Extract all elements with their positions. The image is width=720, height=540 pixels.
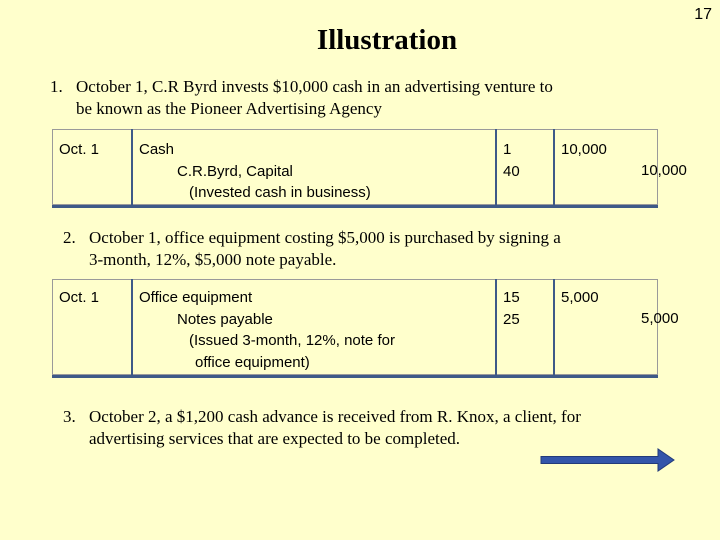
page-title: Illustration <box>316 24 458 56</box>
journal-entry-1 <box>52 129 687 205</box>
item-line: 3-month, 12%, $5,000 note payable. <box>89 250 337 269</box>
right-arrow-icon[interactable] <box>540 448 676 472</box>
item-line: October 2, a $1,200 cash advance is received from R. Knox, a client, for <box>89 407 581 426</box>
credit-account: Notes payable <box>177 310 273 328</box>
account-column <box>132 129 496 205</box>
entry-rule <box>52 375 658 378</box>
credit-account: C.R.Byrd, Capital <box>177 162 293 180</box>
debit-account: Cash <box>139 141 175 158</box>
explanation: (Issued 3-month, 12%, note for <box>189 332 395 349</box>
ref-column <box>496 129 554 205</box>
item-line: October 1, office equipment costing $5,000 is purchased by signing a <box>89 228 561 247</box>
journal-entry-2 <box>52 279 679 375</box>
item-number: 1. <box>50 77 63 96</box>
credit-amount: 5,000 <box>641 310 679 327</box>
amount-column <box>554 279 679 375</box>
column-rule <box>131 279 133 375</box>
column-rule <box>553 279 555 375</box>
entry-rule <box>52 205 658 208</box>
ref-credit: 40 <box>503 162 520 180</box>
item-1 <box>50 76 610 122</box>
account-column <box>132 279 496 375</box>
ref-debit: 15 <box>503 289 520 306</box>
credit-amount: 10,000 <box>641 162 687 179</box>
column-rule <box>495 279 497 375</box>
explanation: office equipment) <box>195 353 310 371</box>
column-rule <box>495 129 497 205</box>
date-column <box>52 129 132 205</box>
ref-credit: 25 <box>503 310 520 328</box>
column-rule <box>553 129 555 205</box>
debit-amount: 5,000 <box>561 289 599 306</box>
debit-account: Office equipment <box>139 289 253 306</box>
item-line: be known as the Pioneer Advertising Agency <box>76 99 382 118</box>
explanation: (Invested cash in business) <box>189 184 371 201</box>
date-column <box>52 279 132 375</box>
entry-date: Oct. 1 <box>59 141 100 158</box>
item-line: advertising services that are expected to be completed. <box>89 429 461 448</box>
debit-amount: 10,000 <box>561 141 607 158</box>
ref-column <box>496 279 554 375</box>
item-number: 3. <box>63 407 76 426</box>
column-rule <box>131 129 133 205</box>
item-2 <box>63 227 623 273</box>
amount-column <box>554 129 687 205</box>
item-3 <box>63 406 663 452</box>
item-number: 2. <box>63 228 76 247</box>
slide-number: 17 <box>694 6 712 23</box>
ref-debit: 1 <box>503 141 512 158</box>
item-line: October 1, C.R Byrd invests $10,000 cash in an advertising venture to <box>76 77 553 96</box>
entry-date: Oct. 1 <box>59 289 100 306</box>
